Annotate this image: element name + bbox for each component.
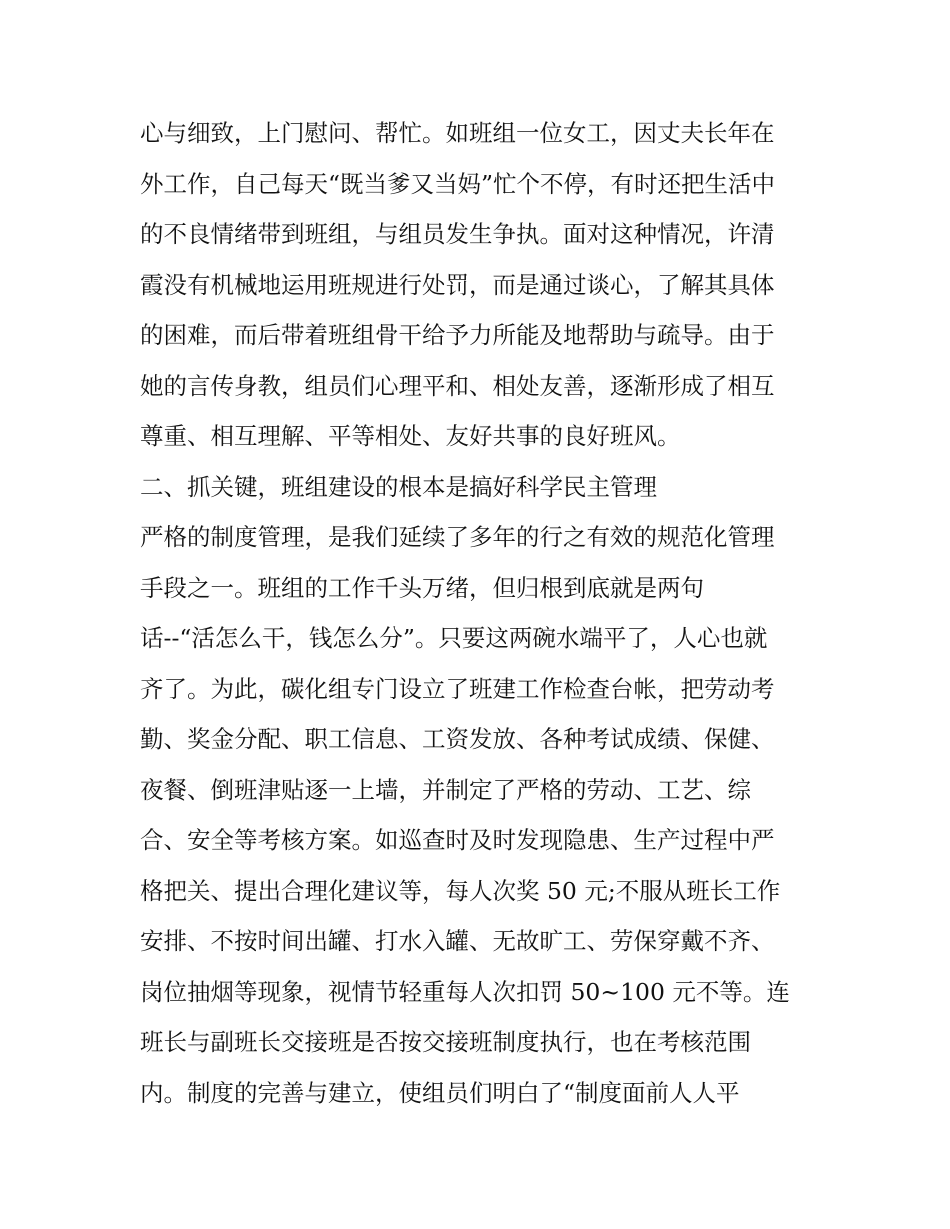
text-line: 话--“活怎么干，钱怎么分”。只要这两碗水端平了，人心也就 [140,624,768,652]
body-text [140,108,830,1118]
section-heading: 二、抓关键，班组建设的根本是搞好科学民主管理 [140,472,657,501]
text-line: 齐了。为此，碳化组专门设立了班建工作检查台帐，把劳动考 [140,674,775,703]
text-line: 安排、不按时间出罐、打水入罐、无故旷工、劳保穿戴不齐、 [140,927,775,955]
text-line: 班长与副班长交接班是否按交接班制度执行，也在考核范围 [140,1028,751,1056]
text-line: 夜餐、倒班津贴逐一上墙，并制定了严格的劳动、工艺、综 [140,775,751,804]
text-line: 心与细致，上门慰问、帮忙。如班组一位女工，因丈夫长年在 [140,119,775,147]
text-line: 的困难，而后带着班组骨干给予力所能及地帮助与疏导。由于 [140,321,775,349]
text-line: 合、安全等考核方案。如巡查时及时发现隐患、生产过程中严 [140,826,775,854]
text-line: 岗位抽烟等现象，视情节轻重每人次扣罚 50~100 元不等。连 [140,977,790,1006]
text-line: 勤、奖金分配、职工信息、工资发放、各种考试成绩、保健、 [140,725,775,753]
text-line: 外工作，自己每天“既当爹又当妈”忙个不停，有时还把生活中 [140,169,776,198]
text-line: 尊重、相互理解、平等相处、友好共事的良好班风。 [140,422,681,450]
text-line: 霞没有机械地运用班规进行处罚，而是通过谈心，了解其具体 [140,270,775,299]
text-line: 内。制度的完善与建立，使组员们明白了“制度面前人人平 [140,1078,740,1107]
text-line: 她的言传身教，组员们心理平和、相处友善，逐渐形成了相互 [140,371,775,400]
text-line: 手段之一。班组的工作千头万绪，但归根到底就是两句 [140,573,704,602]
text-line: 格把关、提出合理化建议等，每人次奖 50 元;不服从班长工作 [140,876,781,905]
text-line: 的不良情绪带到班组，与组员发生争执。面对这种情况，许清 [140,220,775,248]
text-line: 严格的制度管理，是我们延续了多年的行之有效的规范化管理 [140,523,775,551]
